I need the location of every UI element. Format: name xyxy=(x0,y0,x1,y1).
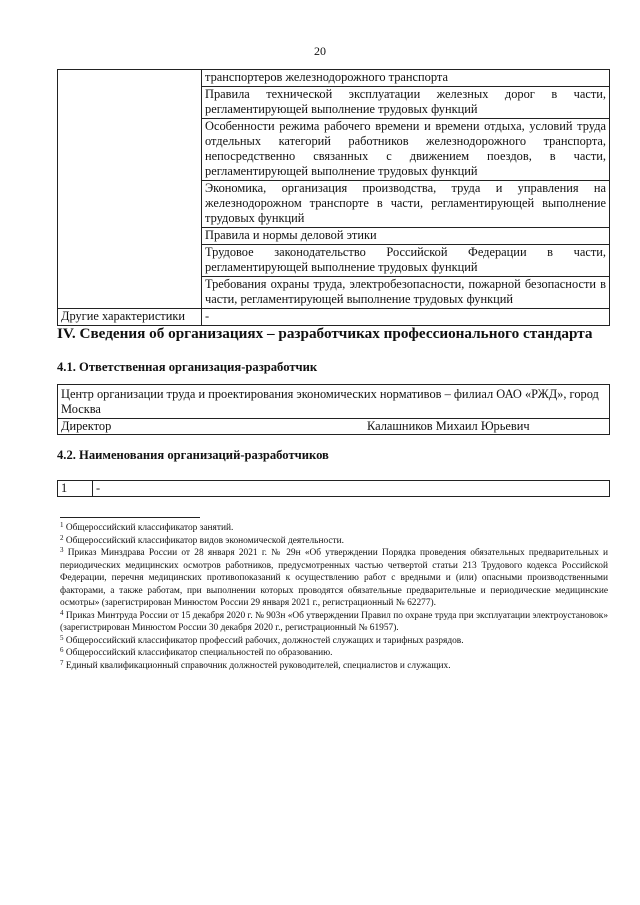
org-signatory-row xyxy=(57,418,610,435)
footnote-text: Общероссийский классификатор занятий. xyxy=(65,523,234,533)
footnote-mark: 1 xyxy=(60,521,64,529)
footnote xyxy=(60,547,608,610)
developer-number: 1 xyxy=(58,481,93,497)
requirement-item: Правила и нормы деловой этики xyxy=(202,228,610,245)
footnote xyxy=(60,535,608,548)
footnote-mark: 6 xyxy=(60,646,64,654)
responsible-org-heading: 4.1. Ответственная организация-разработчик xyxy=(57,360,318,374)
footnotes xyxy=(60,522,608,672)
developers-heading: 4.2. Наименования организаций-разработчиков xyxy=(57,448,329,462)
responsible-org-box xyxy=(57,384,610,435)
footnote-mark: 7 xyxy=(60,658,64,667)
footnote-text: Приказ Минздрава России от 28 января 2021 г. № 29н «Об утверждении Порядка проведения обязательных предварительных и периодических медицинских осмотров работников, предусмотренных частью четвертой статьи 213 Трудового кодекса Российской Федерации, перечня медицинских противопоказаний к осуществлению работ с вредными и (или) опасными производственными факторами, а также работам, при выполнении которых проводятся обязательные предварительные и периодические медицинские осмотры» (зарегистрирован Минюстом России 29 января 2021 г., регистрационный № 62277). xyxy=(60,548,608,608)
footnote xyxy=(60,647,608,660)
footnote-divider xyxy=(60,517,200,518)
page-number: 20 xyxy=(314,44,326,58)
footnote-mark: 5 xyxy=(60,633,64,642)
requirement-item: Особенности режима рабочего времени и времени отдыха, условий труда отдельных категорий работников железнодорожного транспорта, непосредственно связанных с движением поездов, в части, регламентирующей выполнение трудовых функций xyxy=(202,119,610,181)
table-row xyxy=(58,70,610,87)
footnote-text: Общероссийский классификатор специальностей по образованию. xyxy=(65,648,333,658)
requirement-item: Правила технической эксплуатации железных дорог в части, регламентирующей выполнение трудовых функций xyxy=(202,87,610,119)
row-label-cell xyxy=(58,70,202,309)
developers-table xyxy=(57,480,610,497)
footnote xyxy=(60,660,608,673)
requirement-item: Требования охраны труда, электробезопасности, пожарной безопасности в части, регламентирующей выполнение трудовых функций xyxy=(202,277,610,309)
org-name: Центр организации труда и проектирования экономических нормативов – филиал ОАО «РЖД», город Москва xyxy=(57,384,610,418)
org-person: Калашников Михаил Юрьевич xyxy=(367,419,530,433)
footnote-mark: 2 xyxy=(60,533,64,542)
other-characteristics-label: Другие характеристики xyxy=(58,309,202,326)
requirement-item: Экономика, организация производства, труда и управления на железнодорожном транспорте в части, регламентирующей выполнение трудовых функций xyxy=(202,181,610,228)
table-row xyxy=(58,481,610,497)
footnote-mark: 3 xyxy=(60,546,64,554)
footnote xyxy=(60,635,608,648)
footnote-text: Общероссийский классификатор видов экономической деятельности. xyxy=(65,535,345,546)
requirement-item: Трудовое законодательство Российской Федерации в части, регламентирующей выполнение трудовых функций xyxy=(202,245,610,277)
other-characteristics-value: - xyxy=(202,309,610,326)
footnote xyxy=(60,522,608,535)
footnote-mark: 4 xyxy=(60,608,64,617)
org-role: Директор xyxy=(61,419,112,433)
developer-name: - xyxy=(93,481,610,497)
requirements-table xyxy=(57,69,610,326)
requirement-item: транспортеров железнодорожного транспорта xyxy=(202,70,610,87)
footnote xyxy=(60,610,608,635)
section-iv-heading: IV. Сведения об организациях – разработчиках профессионального стандарта xyxy=(57,325,593,342)
footnote-text: Приказ Минтруда России от 15 декабря 2020 г. № 903н «Об утверждении Правил по охране труда при эксплуатации электроустановок» (зарегистрирован Минюстом России 30 декабря 2020 г., регистрационный № 61957). xyxy=(60,610,609,633)
footnote-text: Общероссийский классификатор профессий рабочих, должностей служащих и тарифных разрядов. xyxy=(65,635,464,646)
footnote-text: Единый квалификационный справочник должностей руководителей, специалистов и служащих. xyxy=(65,660,451,671)
table-row xyxy=(58,309,610,326)
